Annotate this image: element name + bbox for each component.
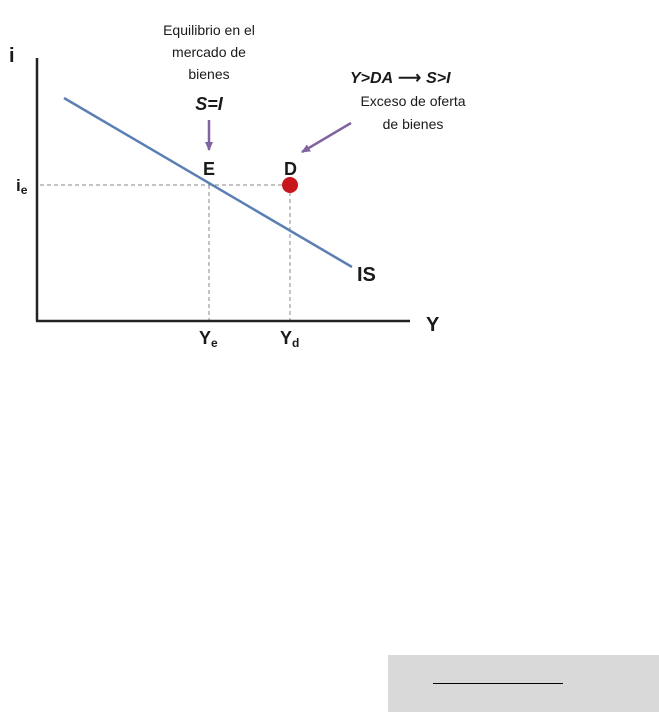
point-d-label: D: [284, 159, 297, 179]
footer-box: [388, 655, 659, 712]
ye-tick-label: Ye: [199, 328, 218, 350]
is-curve-label: IS: [357, 264, 376, 286]
eq-note-line3: bienes: [188, 66, 230, 82]
x-axis-label: Y: [426, 314, 440, 336]
y-axis-label: i: [9, 45, 15, 67]
yd-tick-label: Yd: [280, 328, 300, 350]
point-d-marker: [282, 177, 298, 193]
point-e-label: E: [203, 159, 216, 179]
eq-note-line1: Equilibrio en el: [163, 22, 255, 38]
eq-formula: S=I: [195, 94, 223, 114]
ex-formula: Y>DA ⟶ S>I: [350, 70, 451, 87]
ex-note-line1: Exceso de oferta: [360, 93, 466, 109]
eq-note-line2: mercado de: [172, 44, 246, 60]
ie-tick-label: ie: [16, 176, 28, 197]
excess-arrow: [302, 123, 351, 152]
blank-line: [433, 683, 563, 684]
ex-note-line2: de bienes: [382, 116, 444, 132]
